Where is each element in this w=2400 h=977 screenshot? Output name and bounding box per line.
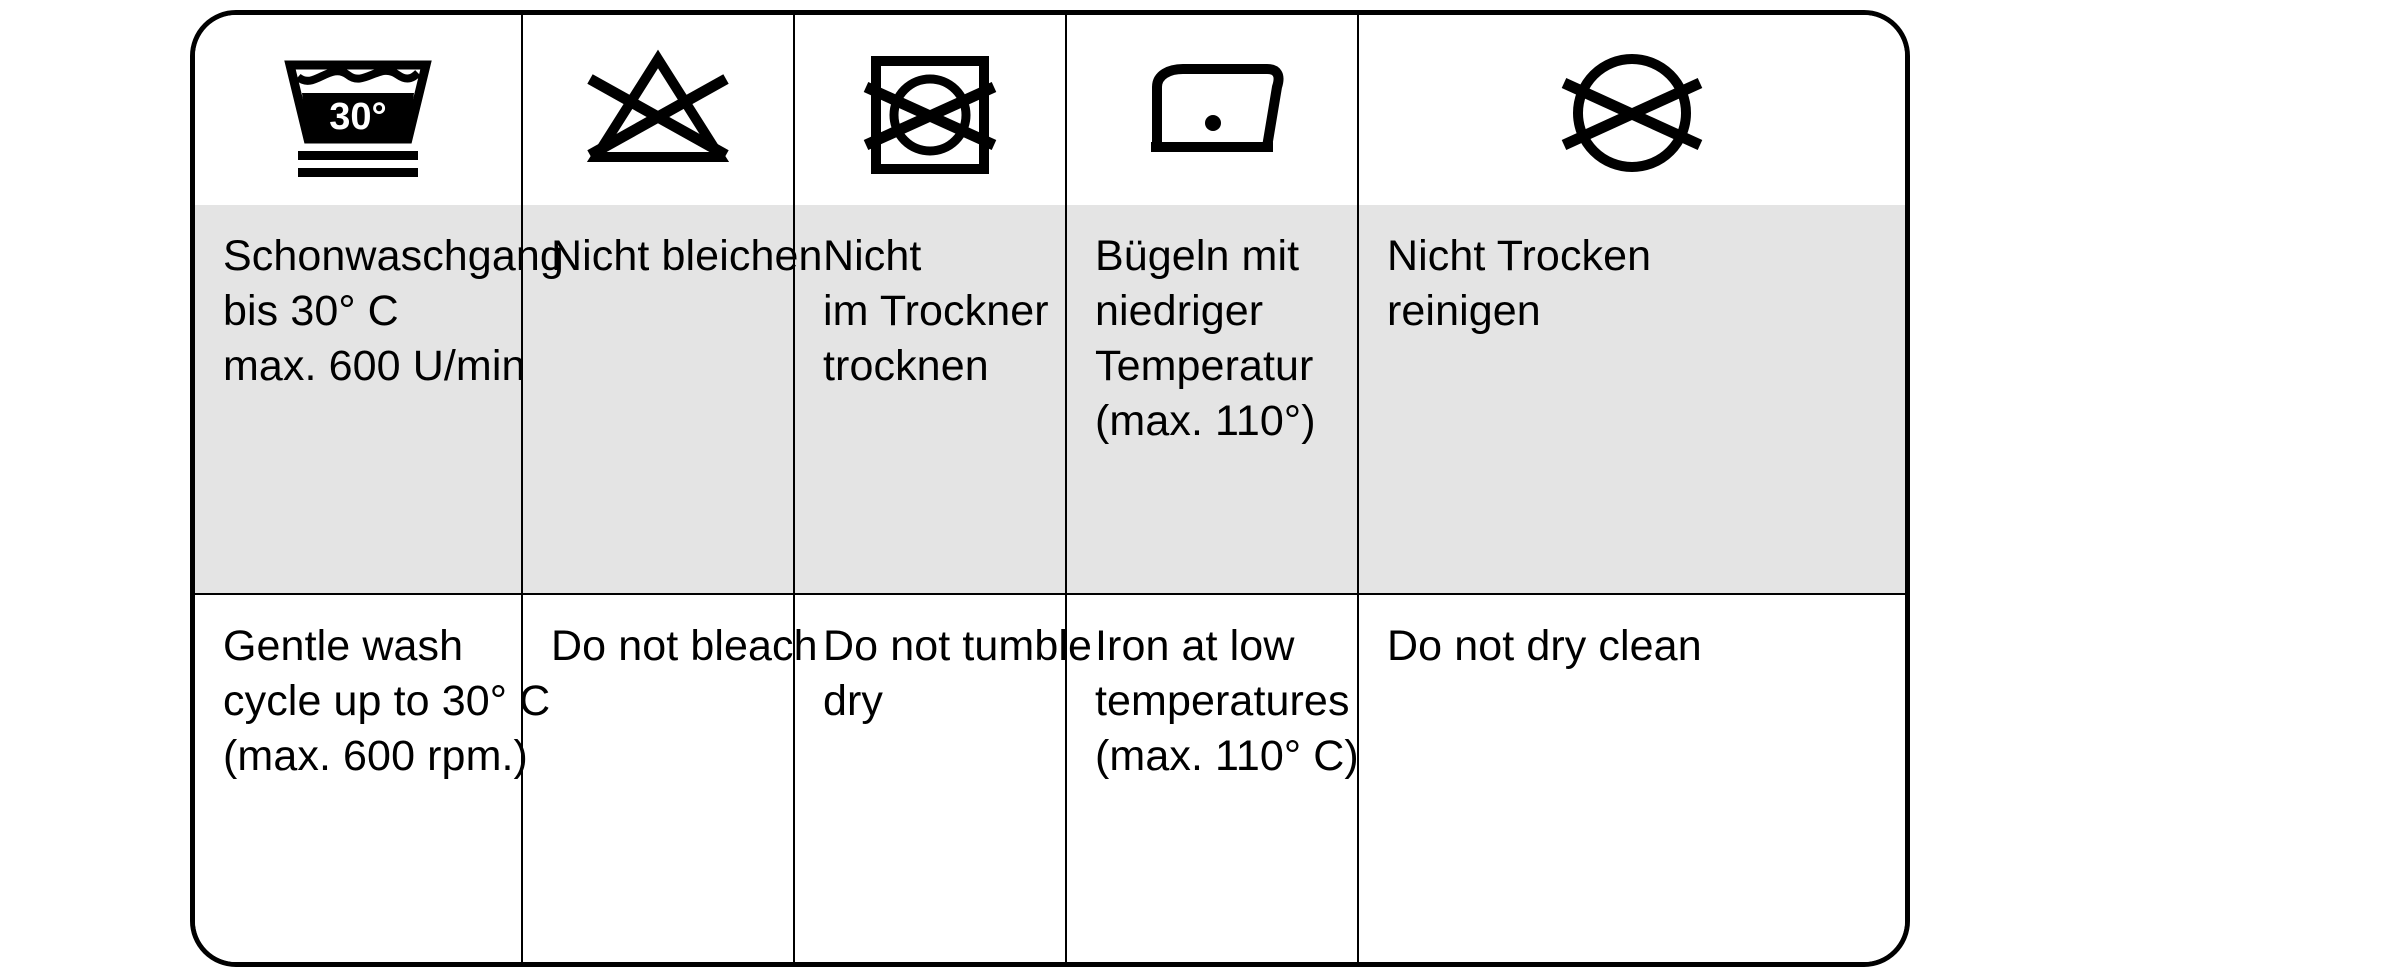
text-line: Nicht Trocken xyxy=(1387,232,1652,280)
english-text-dry-clean xyxy=(1359,595,1905,962)
text-line: (max. 110°) xyxy=(1095,397,1316,446)
text-line: Do not dry clean xyxy=(1387,622,1702,670)
text-line: temperatures xyxy=(1095,677,1350,726)
text-line: Nicht bleichen xyxy=(551,232,823,280)
do-not-dry-clean-icon xyxy=(1542,35,1722,185)
text-line: Temperatur xyxy=(1095,342,1314,391)
symbol-cell-iron xyxy=(1067,15,1359,205)
german-text-wash xyxy=(195,205,564,593)
symbol-cell-dry-clean xyxy=(1359,15,1905,205)
text-line: Schonwaschgang xyxy=(223,232,564,280)
text-line: Gentle wash xyxy=(223,622,464,670)
german-text-dry-clean xyxy=(1359,205,1905,593)
german-description-row xyxy=(195,205,1905,593)
text-line: niedriger xyxy=(1095,287,1264,336)
text-line: max. 600 U/min xyxy=(223,342,526,391)
text-line: Iron at low xyxy=(1095,622,1295,670)
text-line: Do not tumble xyxy=(823,622,1093,670)
care-symbol-table xyxy=(190,10,1910,967)
symbol-cell-bleach xyxy=(523,15,795,205)
iron-low-temperature-icon xyxy=(1117,35,1307,185)
german-text-bleach xyxy=(523,205,823,593)
do-not-bleach-icon xyxy=(568,35,748,185)
english-description-row xyxy=(195,593,1905,962)
text-line: trocknen xyxy=(823,342,989,391)
text-line: bis 30° C xyxy=(223,287,399,336)
text-line: Bügeln mit xyxy=(1095,232,1300,280)
svg-text:30°: 30° xyxy=(329,96,387,138)
text-line: (max. 110° C) xyxy=(1095,732,1359,781)
symbol-cell-tumble-dry xyxy=(795,15,1067,205)
do-not-tumble-dry-icon xyxy=(840,35,1020,185)
symbol-cell-wash xyxy=(195,15,523,205)
german-text-iron xyxy=(1067,205,1359,593)
english-text-tumble-dry xyxy=(795,595,1093,962)
english-text-wash xyxy=(195,595,551,962)
text-line: reinigen xyxy=(1387,287,1541,336)
text-line: dry xyxy=(823,677,884,726)
german-text-tumble-dry xyxy=(795,205,1067,593)
english-text-bleach xyxy=(523,595,818,962)
english-text-iron xyxy=(1067,595,1359,962)
text-line: cycle up to 30° C xyxy=(223,677,551,726)
wash-30-gentle-icon xyxy=(268,35,448,185)
text-line: Nicht xyxy=(823,232,922,280)
symbol-row xyxy=(195,15,1905,205)
text-line: (max. 600 rpm.) xyxy=(223,732,528,781)
text-line: im Trockner xyxy=(823,287,1049,336)
text-line: Do not bleach xyxy=(551,622,818,670)
